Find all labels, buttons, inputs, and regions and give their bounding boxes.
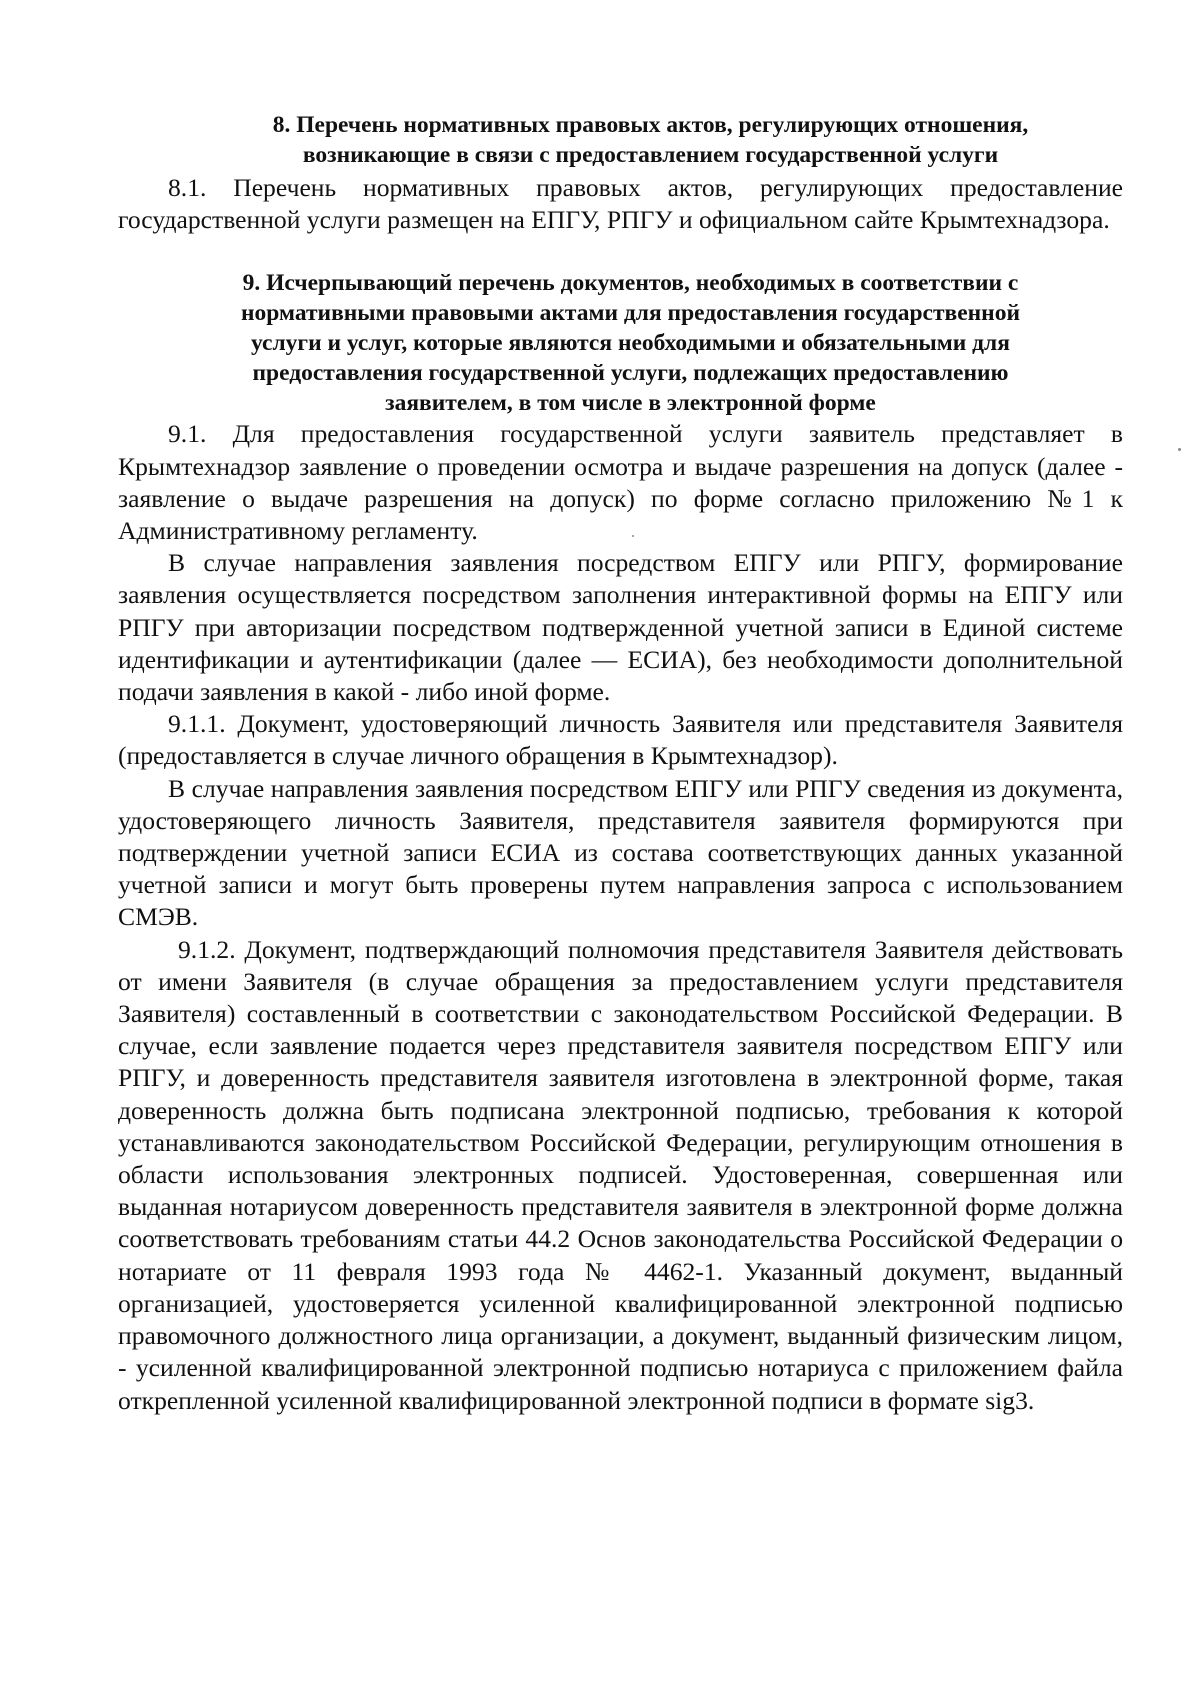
paragraph-9-1-1: 9.1.1. Документ, удостоверяющий личность Заявителя или представителя Заявителя (предоставляется в случае личного обращения в Крымтехнадзор). [118, 709, 1123, 771]
section-8-heading [118, 110, 1123, 170]
document-body [118, 110, 1123, 1417]
section-8-heading-line: 8. Перечень нормативных правовых актов, регулирующих отношения, [272, 112, 1029, 138]
section-9-heading-line: услуги и услуг, которые являются необходимыми и обязательными для [251, 330, 1010, 357]
paragraph-9-1-1-epgu: В случае направления заявления посредством ЕПГУ или РПГУ сведения из документа, удостоверяющего личность Заявителя, представителя заявителя формируются при подтверждении учетной записи ЕСИА из состава соответствующих данных указанной учетной записи и могут быть проверены путем направления запроса с использованием СМЭВ. [118, 773, 1123, 932]
section-9-heading-line: нормативными правовыми актами для предоставления государственной [241, 300, 1020, 327]
paragraph-9-1-2: 9.1.2. Документ, подтверждающий полномочия представителя Заявителя действовать от имени Заявителя (в случае обращения за предоставлением услуги представителя Заявителя) составленный в соответствии с законодательством Российской Федерации. В случае, если заявление подается через представителя заявителя посредством ЕПГУ или РПГУ, и доверенность представителя заявителя изготовлена в электронной форме, такая доверенность должна быть подписана электронной подписью, требования к которой устанавливаются законодательством Российской Федерации, регулирующим отношения в области использования электронных подписей. Удостоверенная, совершенная или выданная нотариусом доверенность представителя заявителя в электронной форме должна соответствовать требованиям статьи 44.2 Основ законодательства Российской Федерации о нотариате от 11 февраля 1993 года № 4462-1. Указанный документ, выданный организацией, удостоверяется усиленной квалифицированной электронной подписью правомочного должностного лица организации, а документ, выданный физическим лицом, - усиленной квалифицированной электронной подписью нотариуса с приложением файла открепленной усиленной квалифицированной электронной подписи в формате sig3. [118, 934, 1123, 1415]
section-9-heading-line: 9. Исчерпывающий перечень документов, необходимых в соответствии с [242, 270, 1019, 297]
paragraph-9-1: 9.1. Для предоставления государственной услуги заявитель представляет в Крымтехнадзор заявление о проведении осмотра и выдаче разрешения на допуск (далее - заявление о выдаче разрешения на допуск) по форме согласно приложению №1 к Административному регламенту. [118, 419, 1123, 546]
scan-speck [1178, 448, 1181, 451]
paragraph-8-1: 8.1. Перечень нормативных правовых актов, регулирующих предоставление государственной услуги размещен на ЕПГУ, РПГУ и официальном сайте Крымтехнадзора. [118, 173, 1123, 235]
section-8-heading-line: возникающие в связи с предоставлением государственной услуги [302, 142, 999, 168]
section-9-heading [118, 268, 1123, 418]
paragraph-9-1-epgu: В случае направления заявления посредством ЕПГУ или РПГУ, формирование заявления осуществляется посредством заполнения интерактивной формы на ЕПГУ или РПГУ при авторизации посредством подтвержденной учетной записи в Единой системе идентификации и аутентификации (далее — ЕСИА), без необходимости дополнительной подачи заявления в какой - либо иной форме. [118, 548, 1123, 707]
section-9-heading-line: предоставления государственной услуги, подлежащих предоставлению [252, 360, 1009, 387]
section-9-heading-line: заявителем, в том числе в электронной форме [385, 390, 876, 417]
